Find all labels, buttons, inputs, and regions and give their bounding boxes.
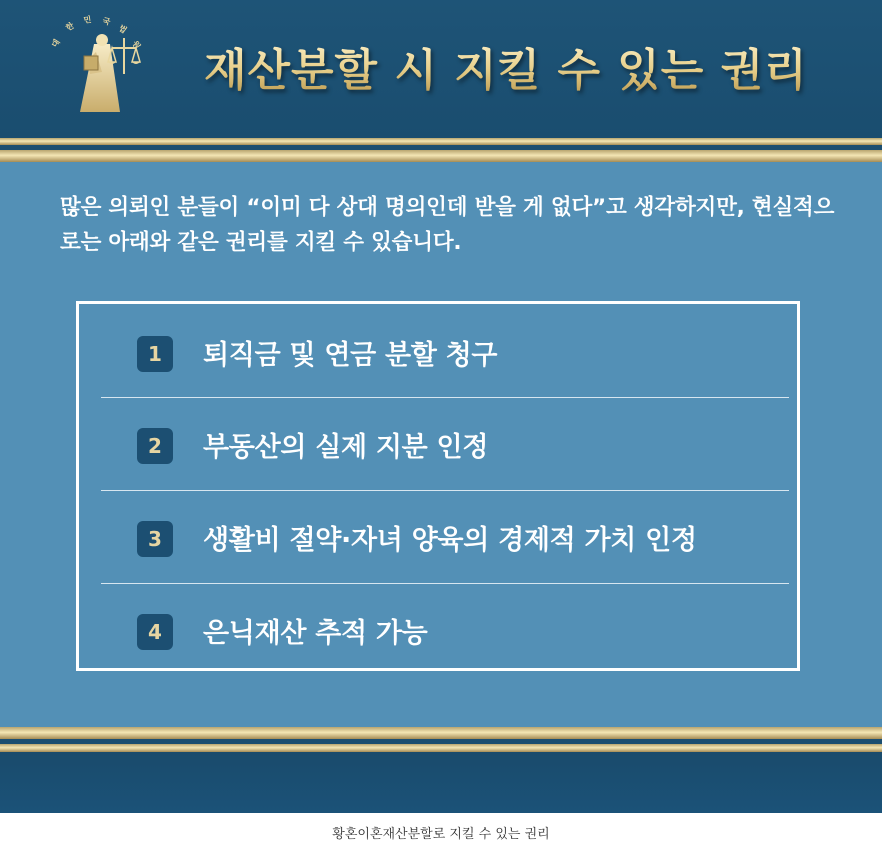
item-label: 생활비 절약·자녀 양육의 경제적 가치 인정	[203, 525, 697, 556]
svg-text:원: 원	[130, 39, 143, 51]
gold-divider-bottom	[0, 744, 882, 752]
list-item	[79, 398, 797, 490]
item-number-badge: 3	[137, 521, 173, 557]
svg-text:대: 대	[50, 37, 62, 50]
rights-list	[76, 301, 800, 671]
svg-text:민: 민	[83, 14, 92, 25]
gold-band-top	[0, 150, 882, 162]
svg-text:한: 한	[64, 20, 76, 33]
gold-band-bottom	[0, 727, 882, 739]
item-label: 은닉재산 추적 가능	[203, 618, 428, 649]
item-number-badge: 1	[137, 336, 173, 372]
page-title: 재산분할 시 지킬 수 있는 권리	[204, 34, 808, 98]
svg-text:국: 국	[101, 16, 112, 27]
list-item	[79, 491, 797, 583]
item-number-badge: 2	[137, 428, 173, 464]
item-label: 퇴직금 및 연금 분할 청구	[203, 340, 498, 371]
item-number-badge: 4	[137, 614, 173, 650]
item-label: 부동산의 실제 지분 인정	[203, 432, 489, 463]
svg-text:법: 법	[116, 23, 129, 36]
gold-divider-top	[0, 138, 882, 145]
list-item	[79, 584, 797, 676]
footer-band	[0, 752, 882, 813]
intro-text: 많은 의뢰인 분들이 “이미 다 상대 명의인데 받을 게 없다”고 생각하지만, 현실적으로는 아래와 같은 권리를 지킬 수 있습니다.	[60, 195, 835, 255]
court-emblem-icon	[50, 14, 158, 124]
list-item	[79, 306, 797, 398]
image-caption: 황혼이혼재산분할로 지킬 수 있는 권리	[332, 827, 550, 842]
